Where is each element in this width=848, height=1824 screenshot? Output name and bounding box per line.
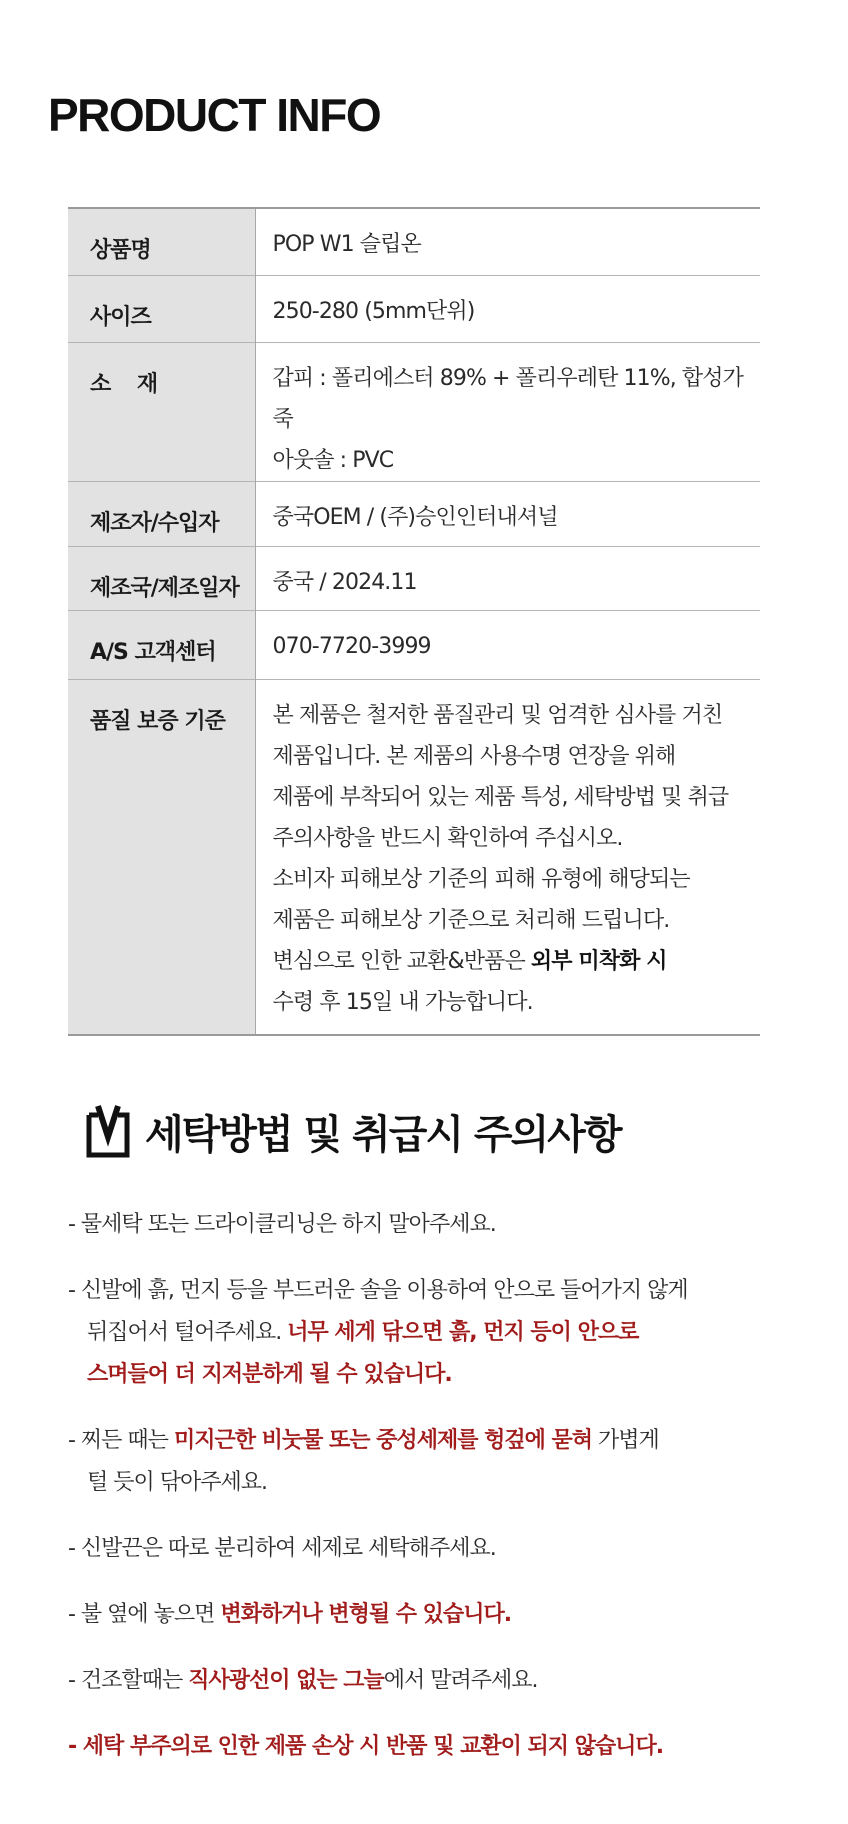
guarantee-line: 제품은 피해보상 기준으로 처리해 드립니다. — [272, 907, 670, 933]
note-text: 뒤집어서 털어주세요. — [87, 1320, 288, 1345]
note-text: - 물세탁 또는 드라이클리닝은 하지 말아주세요. — [68, 1212, 496, 1237]
guarantee-line: 제품입니다. 본 제품의 사용수명 연장을 위해 — [272, 743, 676, 769]
row-label-origin: 제조국/제조일자 — [68, 546, 255, 610]
list-item — [68, 1204, 788, 1246]
care-notes-list — [68, 1204, 788, 1792]
size-value: 250-280 (5mm단위) — [272, 298, 475, 324]
note-warning: 스며들어 더 지저분하게 될 수 있습니다. — [87, 1362, 452, 1387]
guarantee-line: 본 제품은 철저한 품질관리 및 엄격한 심사를 거친 — [272, 702, 723, 728]
list-item — [68, 1594, 788, 1636]
material-upper: 갑피 : 폴리에스터 89% + 폴리우레탄 11%, 합성가죽 — [272, 365, 743, 432]
note-warning: 미지근한 비눗물 또는 중성세제를 헝겊에 묻혀 — [173, 1428, 593, 1453]
care-heading — [85, 1100, 620, 1162]
maker-value: 중국OEM / (주)승인인터내셔널 — [272, 504, 558, 530]
page-title: PRODUCT INFO — [48, 89, 381, 141]
care-title: 세탁방법 및 취급시 주의사항 — [145, 1111, 621, 1158]
table-row — [68, 342, 760, 481]
note-warning: 변화하거나 변형될 수 있습니다. — [220, 1602, 512, 1627]
note-text: 털 듯이 닦아주세요. — [87, 1470, 267, 1495]
note-text: 가볍게 — [592, 1428, 659, 1453]
material-outsole: 아웃솔 : PVC — [272, 447, 394, 473]
list-item — [68, 1660, 788, 1702]
note-text: - 건조할때는 — [68, 1668, 189, 1693]
guarantee-line — [273, 941, 761, 982]
product-info-table — [68, 207, 760, 1036]
guarantee-exchange-text: 변심으로 인한 교환&반품은 — [272, 948, 531, 974]
row-label-size: 사이즈 — [68, 275, 255, 342]
row-label-cs: A/S 고객센터 — [68, 610, 255, 679]
row-label-material: 소 재 — [68, 342, 255, 481]
note-dash: - — [68, 1734, 83, 1759]
table-row — [68, 679, 760, 1035]
checkbox-check-icon — [85, 1103, 131, 1159]
note-text: - 신발에 흙, 먼지 등을 부드러운 솔을 이용하여 안으로 들어가지 않게 — [68, 1278, 688, 1303]
note-text: - 찌든 때는 — [68, 1428, 174, 1453]
row-label-guarantee: 품질 보증 기준 — [68, 679, 255, 1035]
guarantee-text — [273, 695, 761, 1023]
origin-value: 중국 / 2024.11 — [272, 569, 417, 595]
list-item — [68, 1726, 788, 1768]
table-row — [68, 208, 760, 275]
note-warning: 직사광선이 없는 그늘 — [188, 1668, 384, 1693]
guarantee-exchange-condition: 외부 미착화 시 — [530, 948, 667, 974]
note-text: 에서 말려주세요. — [383, 1668, 538, 1693]
row-label-maker: 제조자/수입자 — [68, 481, 255, 546]
material-value — [273, 358, 761, 481]
list-item — [68, 1420, 788, 1504]
guarantee-line: 주의사항을 반드시 확인하여 주십시오. — [272, 825, 623, 851]
note-text: - 신발끈은 따로 분리하여 세제로 세탁해주세요. — [68, 1536, 496, 1561]
cs-phone-value: 070-7720-3999 — [272, 633, 431, 659]
product-name-value: POP W1 슬립온 — [272, 232, 421, 257]
guarantee-line: 수령 후 15일 내 가능합니다. — [272, 989, 533, 1015]
list-item — [68, 1270, 788, 1396]
row-label-product-name: 상품명 — [68, 208, 255, 275]
note-warning: 세탁 부주의로 인한 제품 손상 시 반품 및 교환이 되지 않습니다. — [82, 1734, 664, 1759]
table-row — [68, 610, 760, 679]
table-row — [68, 481, 760, 546]
list-item — [68, 1528, 788, 1570]
table-row — [68, 546, 760, 610]
note-text: - 불 옆에 놓으면 — [68, 1602, 221, 1627]
table-row — [68, 275, 760, 342]
guarantee-line: 제품에 부착되어 있는 제품 특성, 세탁방법 및 취급 — [272, 784, 729, 810]
guarantee-line: 소비자 피해보상 기준의 피해 유형에 해당되는 — [272, 866, 690, 892]
note-warning: 너무 세게 닦으면 흙, 먼지 등이 안으로 — [287, 1320, 639, 1345]
